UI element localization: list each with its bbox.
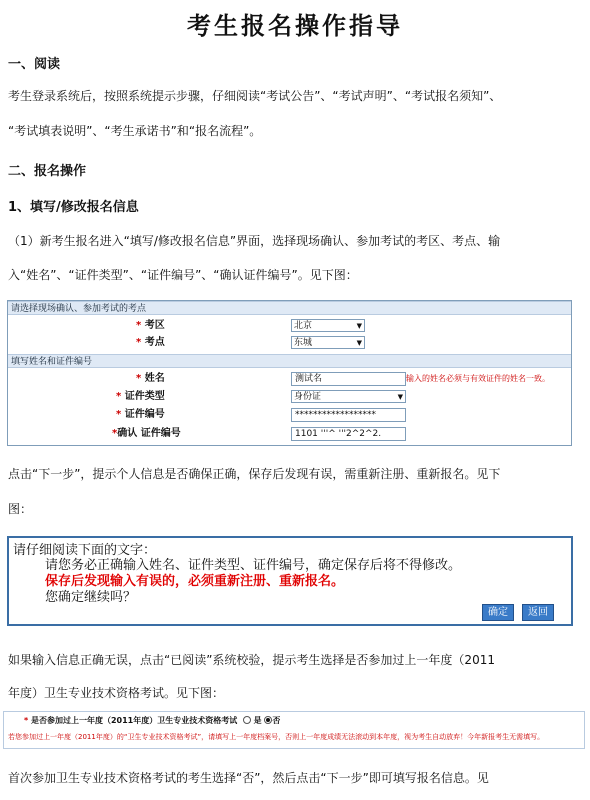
paragraph-4-line1: 首次参加卫生专业技术资格考试的考生选择“否”，然后点击“下一步”即可填写报名信息。见	[8, 771, 489, 785]
paragraph-1-line2: 入“姓名”、“证件类型”、“证件编号”、“确认证件编号”。见下图：	[8, 268, 358, 282]
paragraph-2-line1: 点击“下一步”，提示个人信息是否确保正确，保存后发现有误，需重新注册、重新报名。见下	[8, 467, 501, 481]
section-heading-register: 二、报名操作	[8, 164, 87, 179]
form-row-name	[8, 370, 571, 388]
site-select[interactable]: 东城 ▼	[291, 336, 365, 349]
form-row-idtype	[8, 388, 571, 406]
name-label: * 姓名	[136, 373, 165, 384]
idtype-select[interactable]: 身份证 ▼	[291, 390, 406, 403]
page-title: 考生报名操作指导	[187, 12, 403, 40]
paragraph-3-line2: 年度）卫生专业技术资格考试。见下图：	[8, 686, 225, 700]
confirm-dialog	[7, 536, 573, 626]
section-heading-read: 一、阅读	[8, 57, 61, 72]
dialog-line-2: 请您务必正确输入姓名、证件类型、证件编号，确定保存后将不得修改。	[45, 558, 462, 573]
paragraph-read-line2: “考试填表说明”、“考生承诺书”和“报名流程”。	[8, 124, 262, 138]
ok-button[interactable]: 确定	[482, 604, 514, 621]
radio-no-label: 否	[272, 716, 281, 725]
radio-yes-label: 是	[253, 716, 262, 725]
confirm-idnum-input[interactable]: 1101 '''^ '''2^2^2.	[291, 427, 406, 441]
previous-exam-question: * 是否参加过上一年度（2011年度）卫生专业技术资格考试 是 否	[24, 716, 281, 725]
site-label: * 考点	[136, 337, 165, 348]
subheading-fill-info: 1、填写/修改报名信息	[8, 200, 139, 215]
form-row-site	[8, 334, 571, 352]
form-row-idnum	[8, 406, 571, 424]
registration-form-screenshot	[7, 300, 572, 446]
radio-yes[interactable]	[243, 716, 251, 724]
previous-exam-note: 若您参加过上一年度（2011年度）的“卫生专业技术资格考试”，请填写上一年度档案号，否则上一年度成绩无法滚动到本年度，视为考生自动放弃！今年新报考生无需填写。	[8, 733, 545, 741]
name-hint: 输入的姓名必须与有效证件的姓名一致。	[406, 374, 550, 383]
area-select[interactable]: 北京 ▼	[291, 319, 365, 332]
paragraph-3-line1: 如果输入信息正确无误，点击“已阅读”系统校验，提示考生选择是否参加过上一年度（2011	[8, 653, 495, 667]
paragraph-1-line1: （1）新考生报名进入“填写/修改报名信息”界面，选择现场确认、参加考试的考区、考点、输	[8, 234, 501, 248]
chevron-down-icon: ▼	[356, 339, 362, 347]
dialog-line-3-warning: 保存后发现输入有误的，必须重新注册、重新报名。	[45, 574, 345, 589]
area-label: * 考区	[136, 320, 165, 331]
previous-exam-form-screenshot	[3, 711, 585, 749]
chevron-down-icon: ▼	[356, 322, 362, 330]
form-row-area	[8, 317, 571, 335]
paragraph-read-line1: 考生登录系统后，按照系统提示步骤，仔细阅读“考试公告”、“考试声明”、“考试报名须知”、	[8, 89, 502, 103]
idnum-label: * 证件编号	[116, 409, 165, 420]
name-input[interactable]: 测试名	[291, 372, 406, 386]
form-row-confirm-idnum	[8, 425, 571, 443]
form-header-exam-site: 请选择现场确认、参加考试的考点	[8, 301, 571, 315]
paragraph-2-line2: 图：	[8, 502, 33, 516]
dialog-line-1: 请仔细阅读下面的文字：	[13, 543, 157, 558]
form-header-name-id: 填写姓名和证件编号	[8, 354, 571, 368]
idnum-input[interactable]: ******************	[291, 408, 406, 422]
dialog-line-4: 您确定继续吗？	[45, 590, 137, 605]
idtype-label: * 证件类型	[116, 391, 165, 402]
chevron-down-icon: ▼	[397, 393, 403, 401]
back-button[interactable]: 返回	[522, 604, 554, 621]
confirm-idnum-label: *确认 证件编号	[112, 428, 181, 439]
